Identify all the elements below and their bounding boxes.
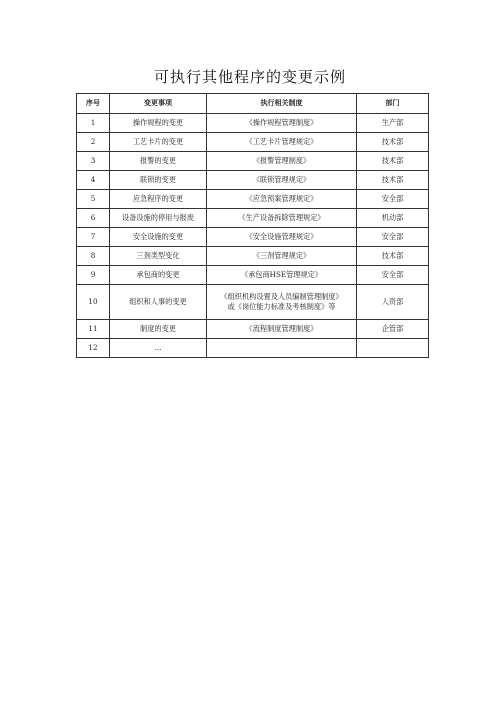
document-title: 可执行其他程序的变更示例 <box>153 68 346 86</box>
table-row <box>77 190 429 209</box>
cell-department: 企管部 <box>357 320 429 339</box>
change-examples-table <box>76 93 429 358</box>
cell-department: 技术部 <box>357 171 429 190</box>
cell-department: 技术部 <box>357 247 429 266</box>
cell-no: 1 <box>77 114 110 133</box>
cell-related-policy: 《报警管理制度》 <box>207 152 357 171</box>
table-header-row <box>77 94 429 114</box>
cell-no: 10 <box>77 285 110 320</box>
cell-department: 人资部 <box>357 285 429 320</box>
policy-line: 《组织机构设置及人员编制管理制度》 <box>220 291 343 301</box>
cell-change-item: 联锁的变更 <box>110 171 207 190</box>
cell-related-policy: 《三剂管理规定》 <box>207 247 357 266</box>
cell-change-item: 制度的变更 <box>110 320 207 339</box>
cell-related-policy: 《应急预案管理规定》 <box>207 190 357 209</box>
cell-change-item: 报警的变更 <box>110 152 207 171</box>
cell-department: 安全部 <box>357 190 429 209</box>
cell-change-item: 安全设施的变更 <box>110 228 207 247</box>
cell-department: 安全部 <box>357 266 429 285</box>
policy-line: 或《岗位能力标准及考核制度》等 <box>227 302 336 311</box>
cell-department: 技术部 <box>357 133 429 152</box>
cell-no: 5 <box>77 190 110 209</box>
cell-change-item: 应急程序的变更 <box>110 190 207 209</box>
cell-related-policy: 《承包商HSE管理规定》 <box>207 266 357 285</box>
cell-no: 8 <box>77 247 110 266</box>
cell-change-item: 组织和人事的变更 <box>110 285 207 320</box>
cell-no: 12 <box>77 339 110 358</box>
cell-department <box>357 339 429 358</box>
table-row <box>77 285 429 320</box>
cell-no: 3 <box>77 152 110 171</box>
cell-related-policy: 《安全设施管理规定》 <box>207 228 357 247</box>
header-no: 序号 <box>77 94 110 114</box>
cell-related-policy: 《工艺卡片管理规定》 <box>207 133 357 152</box>
table-row <box>77 133 429 152</box>
table-row <box>77 339 429 358</box>
cell-related-policy: 《生产设备拆除管理规定》 <box>207 209 357 228</box>
table-row <box>77 209 429 228</box>
cell-related-policy: 《联锁管理规定》 <box>207 171 357 190</box>
table-row <box>77 247 429 266</box>
table-row <box>77 266 429 285</box>
cell-department: 技术部 <box>357 152 429 171</box>
header-change-item: 变更事项 <box>110 94 207 114</box>
cell-department: 安全部 <box>357 228 429 247</box>
table-row <box>77 171 429 190</box>
table-row <box>77 320 429 339</box>
header-department: 部门 <box>357 94 429 114</box>
cell-change-item: ... <box>110 339 207 358</box>
cell-change-item: 工艺卡片的变更 <box>110 133 207 152</box>
cell-change-item: 承包商的变更 <box>110 266 207 285</box>
table-row <box>77 228 429 247</box>
cell-no: 6 <box>77 209 110 228</box>
cell-no: 4 <box>77 171 110 190</box>
table-row <box>77 152 429 171</box>
table-row <box>77 114 429 133</box>
cell-department: 机动部 <box>357 209 429 228</box>
cell-no: 9 <box>77 266 110 285</box>
cell-change-item: 三剂类型变化 <box>110 247 207 266</box>
cell-no: 2 <box>77 133 110 152</box>
cell-no: 7 <box>77 228 110 247</box>
cell-no: 11 <box>77 320 110 339</box>
cell-change-item: 操作规程的变更 <box>110 114 207 133</box>
cell-related-policy <box>207 285 357 320</box>
cell-related-policy: 《流程制度管理制度》 <box>207 320 357 339</box>
cell-related-policy: 《操作规程管理制度》 <box>207 114 357 133</box>
cell-related-policy <box>207 339 357 358</box>
header-related-policy: 执行相关制度 <box>207 94 357 114</box>
cell-department: 生产部 <box>357 114 429 133</box>
cell-change-item: 设备设施的停用与报废 <box>110 209 207 228</box>
